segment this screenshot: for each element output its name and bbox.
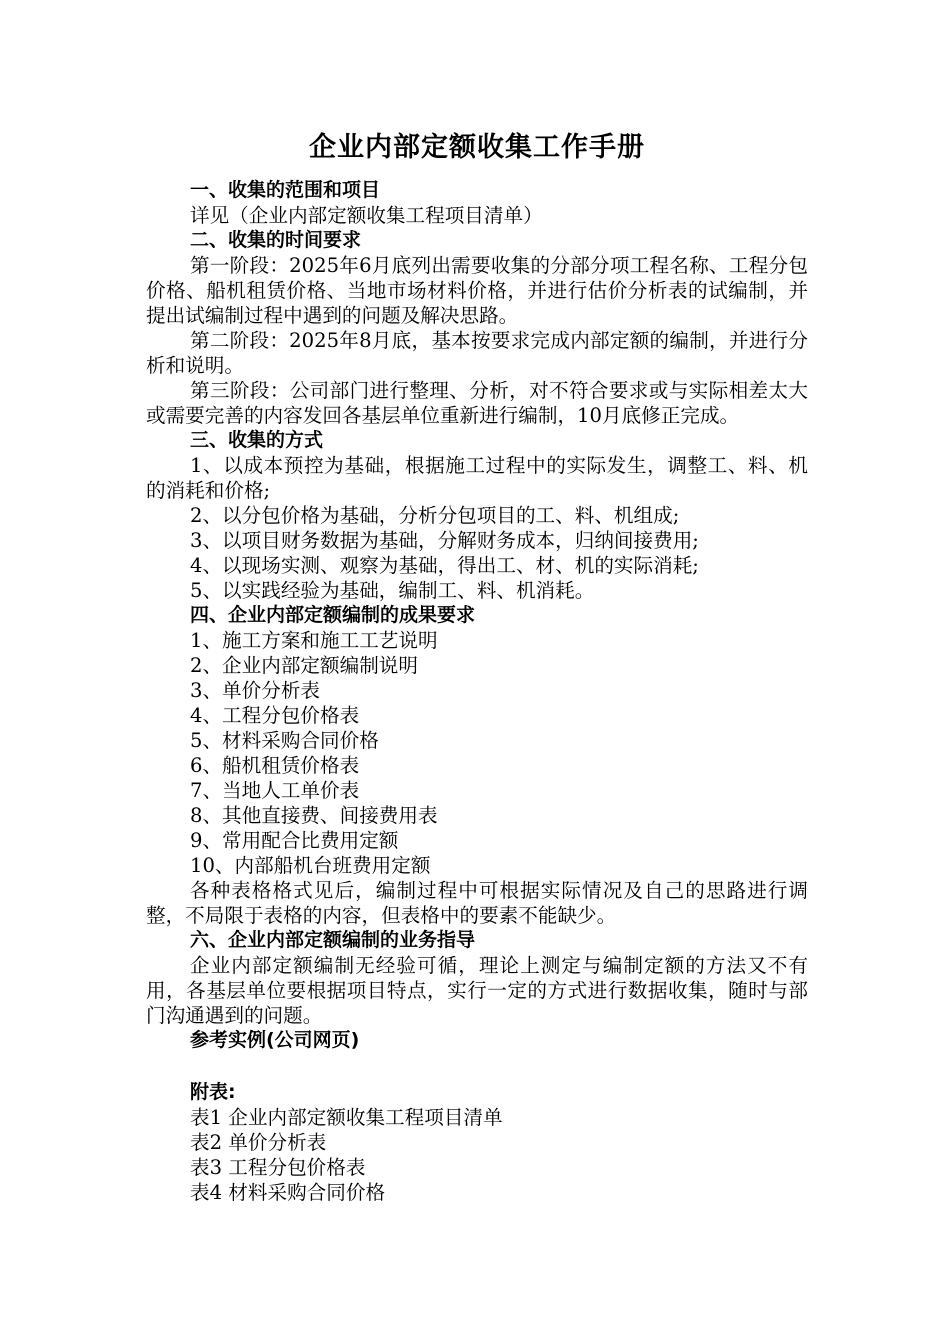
deliverable-item: 1、施工方案和施工工艺说明 <box>190 629 438 652</box>
method-item: 1、以成本预控为基础，根据施工过程中的实际发生，调整工、料、机的消耗和价格; <box>146 454 808 502</box>
scope-text: 详见（企业内部定额收集工程项目清单） <box>190 204 543 227</box>
deliverable-item: 9、常用配合比费用定额 <box>190 829 399 852</box>
guidance-text: 企业内部定额编制无经验可循，理论上测定与编制定额的方法又不有用，各基层单位要根据项目特点，实行一定的方式进行数据收集，随时与部门沟通遇到的问题。 <box>146 954 808 1027</box>
blank-line <box>146 1053 808 1080</box>
phase-paragraph: 第一阶段：2025年6月底列出需要收集的分部分项工程名称、工程分包价格、船机租赁价格、当地市场材料价格，并进行估价分析表的试编制，并提出试编制过程中遇到的问题及解决思路。 <box>146 254 808 327</box>
deliverable-item: 10、内部船机台班费用定额 <box>190 854 431 877</box>
phase-paragraph: 第二阶段：2025年8月底，基本按要求完成内部定额的编制，并进行分析和说明。 <box>146 329 808 377</box>
phase-paragraph: 第三阶段：公司部门进行整理、分析，对不符合要求或与实际相差太大或需要完善的内容发回各基层单位重新进行编制，10月底修正完成。 <box>146 379 808 427</box>
deliverable-item: 8、其他直接费、间接费用表 <box>190 804 438 827</box>
deliverables-note: 各种表格格式见后，编制过程中可根据实际情况及自己的思路进行调整，不局限于表格的内容，但表格中的要素不能缺少。 <box>146 879 808 927</box>
method-item: 3、以项目财务数据为基础，分解财务成本，归纳间接费用; <box>190 529 699 552</box>
appendix-item: 表4 材料采购合同价格 <box>190 1181 386 1204</box>
appendix-item: 表3 工程分包价格表 <box>190 1156 366 1179</box>
document-title: 企业内部定额收集工作手册 <box>309 132 645 163</box>
method-item: 2、以分包价格为基础，分析分包项目的工、料、机组成; <box>190 504 680 527</box>
deliverable-item: 6、船机租赁价格表 <box>190 754 360 777</box>
reference-link[interactable]: 参考实例(公司网页) <box>190 1029 360 1051</box>
deliverable-item: 7、当地人工单价表 <box>190 779 360 802</box>
document-page <box>146 126 808 1205</box>
deliverable-item: 3、单价分析表 <box>190 679 321 702</box>
section-heading-deliverables: 四、企业内部定额编制的成果要求 <box>190 604 476 626</box>
deliverable-item: 5、材料采购合同价格 <box>190 729 379 752</box>
appendix-item: 表2 单价分析表 <box>190 1131 327 1154</box>
appendix-item: 表1 企业内部定额收集工程项目清单 <box>190 1106 503 1129</box>
section-heading-time: 二、收集的时间要求 <box>190 229 362 251</box>
deliverable-item: 2、企业内部定额编制说明 <box>190 654 418 677</box>
method-item: 5、以实践经验为基础，编制工、料、机消耗。 <box>190 579 595 602</box>
method-item: 4、以现场实测、观察为基础，得出工、材、机的实际消耗; <box>190 554 699 577</box>
section-heading-scope: 一、收集的范围和项目 <box>190 179 381 201</box>
deliverable-item: 4、工程分包价格表 <box>190 704 360 727</box>
section-heading-guidance: 六、企业内部定额编制的业务指导 <box>190 929 476 951</box>
appendix-heading: 附表: <box>190 1081 236 1103</box>
section-heading-method: 三、收集的方式 <box>190 429 324 451</box>
